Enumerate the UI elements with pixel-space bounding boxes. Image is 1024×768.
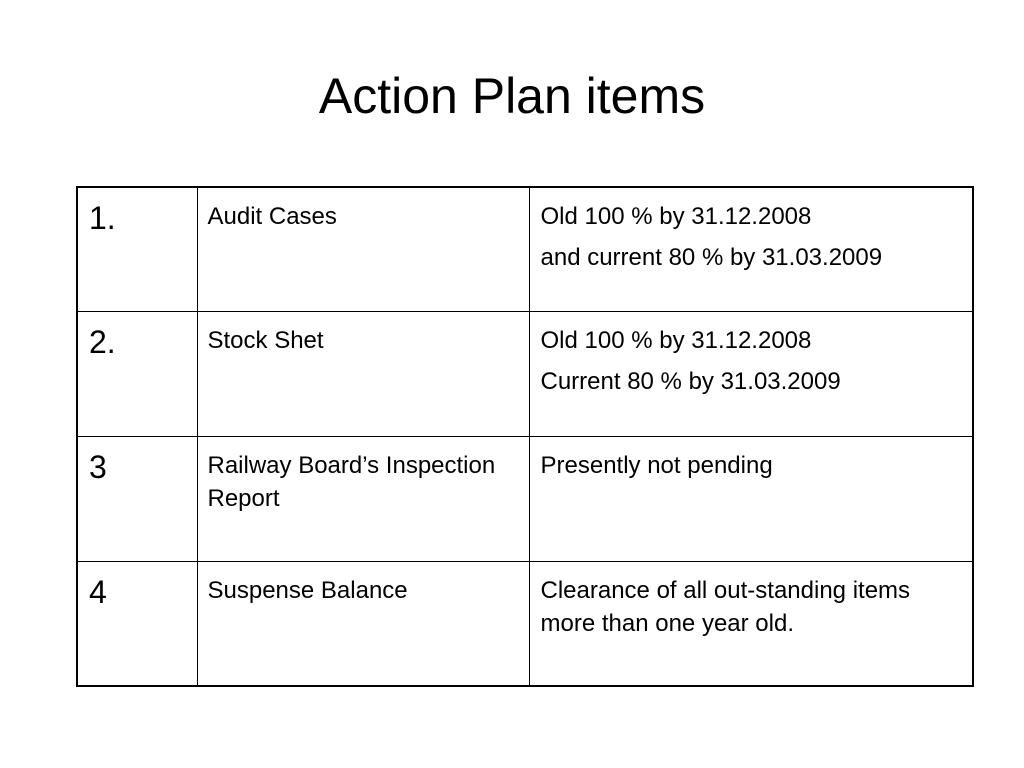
target-line: Clearance of all out-standing items more than one year old. xyxy=(540,576,911,637)
row-number: 4 xyxy=(77,561,197,686)
row-number: 3 xyxy=(77,437,197,562)
target-line: Current 80 % by 31.03.2009 xyxy=(540,368,841,396)
table-row xyxy=(77,437,973,562)
row-item: Railway Board’s Inspection Report xyxy=(197,437,529,562)
row-target xyxy=(529,312,973,437)
target-line: Old 100 % by 31.12.2008 xyxy=(540,203,812,230)
table-row xyxy=(77,312,973,437)
row-number: 2. xyxy=(77,312,197,437)
row-item: Suspense Balance xyxy=(197,561,529,686)
row-target xyxy=(529,187,973,312)
row-item: Stock Shet xyxy=(197,312,529,437)
row-number: 1. xyxy=(77,187,197,312)
table-row xyxy=(77,561,973,686)
row-item: Audit Cases xyxy=(197,187,529,312)
slide-title: Action Plan items xyxy=(318,68,706,124)
row-target xyxy=(529,437,973,562)
action-plan-table xyxy=(76,186,974,687)
target-line: Presently not pending xyxy=(540,452,773,479)
table-row xyxy=(77,187,973,312)
row-target xyxy=(529,561,973,686)
target-line: and current 80 % by 31.03.2009 xyxy=(540,244,883,271)
target-line: Old 100 % by 31.12.2008 xyxy=(540,327,812,355)
